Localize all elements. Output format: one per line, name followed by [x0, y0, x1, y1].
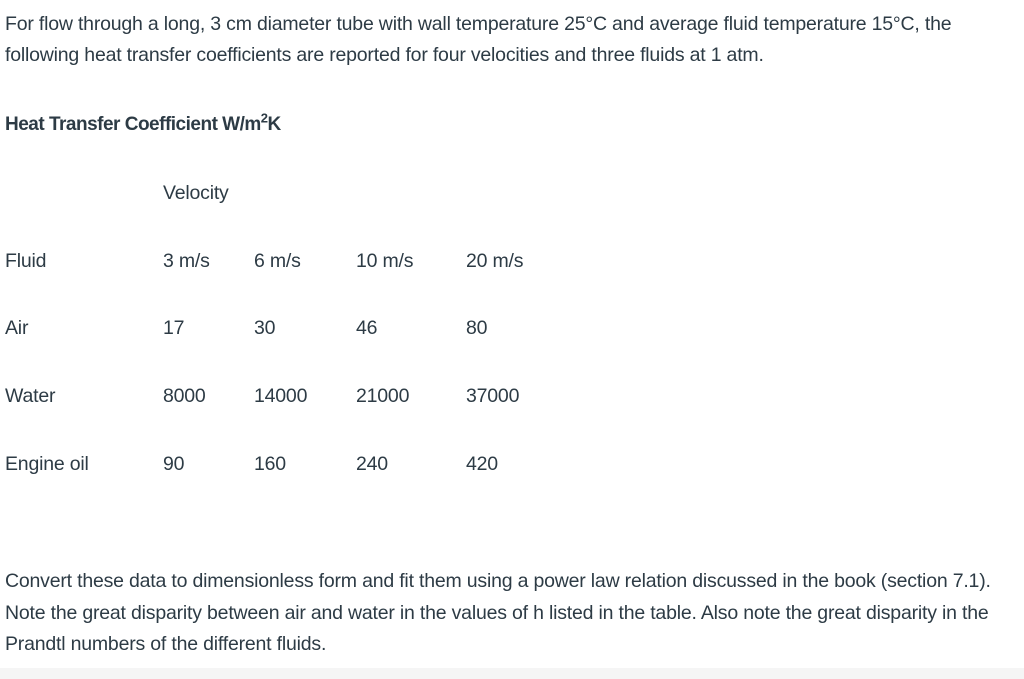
table-cell: 21000: [356, 385, 410, 407]
fluid-name-water: Water: [5, 385, 56, 407]
table-cell: 90: [163, 453, 185, 475]
fluid-name-air: Air: [5, 317, 29, 339]
table-heading-superscript: 2: [260, 110, 268, 126]
problem-instructions: Convert these data to dimensionless form and fit them using a power law relation discussed in the book (section 7.1). Note the great disparity between air and water in the values of h listed in the table. Also note the great disparity in the Prandtl numbers of the different fluids.: [5, 570, 991, 655]
table-heading: [5, 112, 281, 138]
fluid-column-header: Fluid: [5, 250, 47, 272]
table-cell: 14000: [254, 385, 308, 407]
column-header-6ms: 6 m/s: [254, 250, 301, 272]
table-cell: 30: [254, 317, 276, 339]
fluid-name-engine-oil: Engine oil: [5, 453, 89, 475]
velocity-group-header: Velocity: [163, 182, 229, 204]
column-header-3ms: 3 m/s: [163, 250, 210, 272]
table-cell: 160: [254, 453, 286, 475]
column-header-10ms: 10 m/s: [356, 250, 414, 272]
table-cell: 420: [466, 453, 498, 475]
column-header-20ms: 20 m/s: [466, 250, 524, 272]
table-cell: 17: [163, 317, 185, 339]
table-cell: 8000: [163, 385, 206, 407]
table-cell: 240: [356, 453, 388, 475]
table-cell: 37000: [466, 385, 520, 407]
problem-intro: For flow through a long, 3 cm diameter tube with wall temperature 25°C and average fluid temperature 15°C, the following heat transfer coefficients are reported for four velocities and three fluids at 1 atm.: [5, 13, 952, 66]
page-bottom-divider: [0, 668, 1024, 679]
table-heading-text: Heat Transfer Coefficient W/m: [5, 114, 261, 135]
table-cell: 46: [356, 317, 378, 339]
table-cell: 80: [466, 317, 488, 339]
table-heading-suffix: K: [267, 114, 281, 135]
